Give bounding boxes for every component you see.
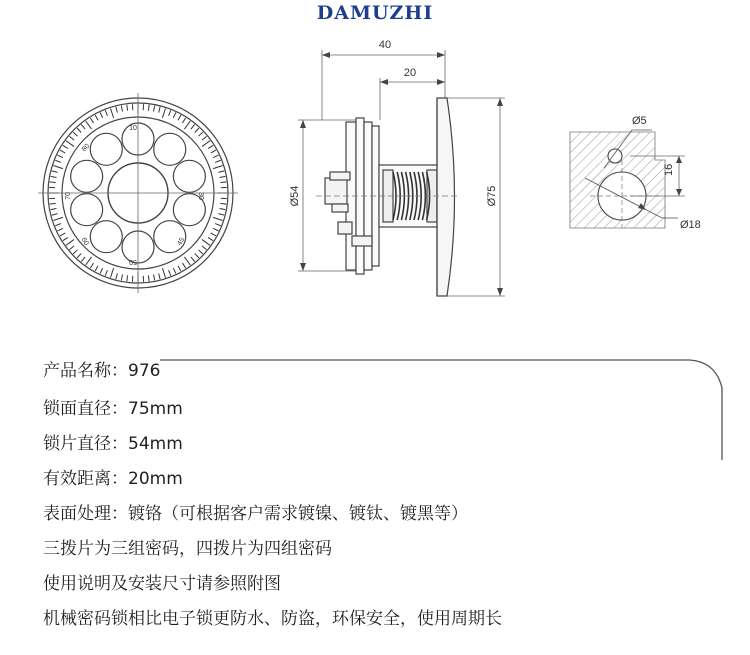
dimension-label-d5: Ø5 [632,115,647,127]
dimension-label-d18: Ø18 [680,219,701,231]
dial-number: 50 [129,258,137,265]
brand-logo: DAMUZHI [316,2,434,24]
spec-password-groups: 三拨片为三组密码，四拨片为四组密码 [43,539,332,559]
dimension-label-75: Ø75 [486,185,498,207]
dial-number: 45 [176,236,187,247]
spec-advantages: 机械密码锁相比电子锁更防水、防盗，环保安全，使用周期长 [43,609,502,629]
dial-number: 30 [197,192,204,200]
dial-number: 70 [65,192,72,200]
dimension-label-20: 20 [403,67,417,79]
dial-number: 10 [129,125,137,132]
spec-surface-finish: 表面处理：镀铬（可根据客户需求镀镍、镀钛、镀黑等） [43,504,468,524]
spec-dial-diameter: 锁面直径：75mm [43,399,183,419]
spec-instructions: 使用说明及安装尺寸请参照附图 [43,574,281,594]
dial-number: 60 [79,236,90,247]
spec-product-name: 产品名称：976 [43,361,161,381]
spec-effective-distance: 有效距离：20mm [43,469,183,489]
dial-number: 80 [80,142,92,154]
dimension-label-16: 16 [663,163,675,176]
dimension-label-54: Ø54 [289,185,301,207]
spec-disc-diameter: 锁片直径：54mm [43,434,183,454]
dimension-label-40: 40 [378,39,392,51]
